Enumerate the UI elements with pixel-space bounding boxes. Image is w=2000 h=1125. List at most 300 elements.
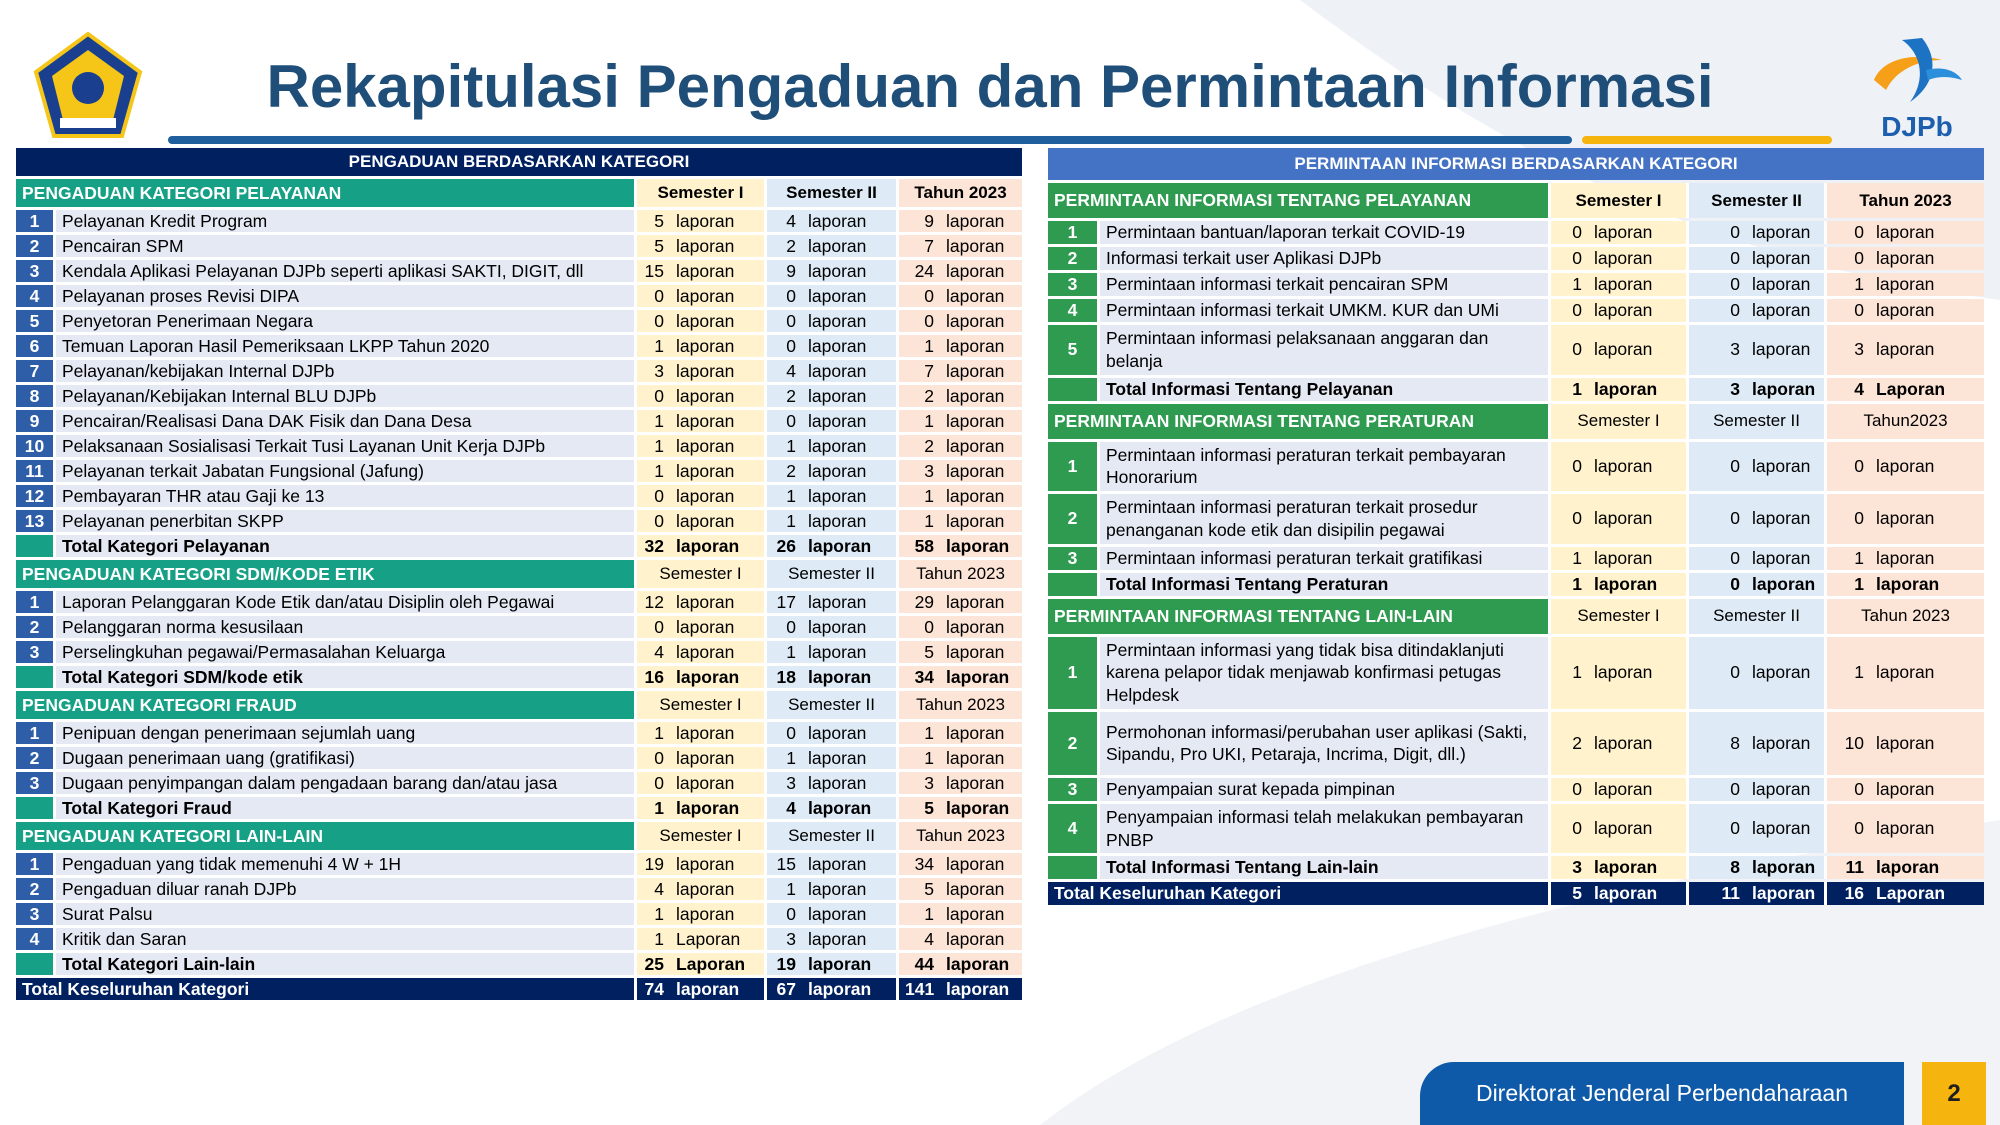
- unit-y: laporan: [940, 666, 1022, 688]
- count-s2: 1: [764, 435, 802, 457]
- table-row: [16, 747, 1022, 769]
- count-s1: 0: [634, 310, 670, 332]
- unit-s2: laporan: [1746, 494, 1824, 544]
- row-label: Pelayanan/Kebijakan Internal BLU DJPb: [56, 385, 634, 407]
- row-number: 3: [1048, 778, 1100, 801]
- count-y: 3: [896, 772, 940, 794]
- unit-s2: laporan: [802, 210, 896, 232]
- unit-s2: laporan: [802, 722, 896, 744]
- unit-s2: laporan: [1746, 856, 1824, 879]
- category-title: PERMINTAAN INFORMASI TENTANG PELAYANAN: [1048, 183, 1548, 218]
- table-row: [16, 460, 1022, 482]
- unit-s2: laporan: [1746, 378, 1824, 401]
- count-s1: 1: [634, 722, 670, 744]
- unit-y: laporan: [940, 797, 1022, 819]
- row-label: Informasi terkait user Aplikasi DJPb: [1100, 247, 1548, 270]
- unit-s2: laporan: [802, 260, 896, 282]
- unit-s1: laporan: [1588, 712, 1686, 775]
- count-s2: 0: [764, 616, 802, 638]
- unit-s1: laporan: [670, 485, 764, 507]
- title-underline-blue: [168, 136, 1572, 144]
- permintaan-informasi-header: PERMINTAAN INFORMASI BERDASARKAN KATEGORI: [1048, 148, 1984, 180]
- table-row: [16, 510, 1022, 532]
- unit-s2: laporan: [802, 360, 896, 382]
- count-y: 5: [896, 878, 940, 900]
- unit-s1: laporan: [670, 310, 764, 332]
- unit-s1: laporan: [670, 722, 764, 744]
- row-number: 1: [1048, 637, 1100, 709]
- unit-s2: laporan: [802, 335, 896, 357]
- total-row: [1048, 378, 1984, 401]
- count-s2: 1: [764, 747, 802, 769]
- table-row: [16, 772, 1022, 794]
- count-s2: 9: [764, 260, 802, 282]
- category-header-row: [16, 560, 1022, 588]
- table-row: [1048, 494, 1984, 544]
- unit-s1: laporan: [1588, 442, 1686, 492]
- count-s2: 1: [764, 878, 802, 900]
- count-s1: 32: [634, 535, 670, 557]
- unit-y: laporan: [1870, 299, 1984, 322]
- unit-y: laporan: [940, 978, 1022, 1000]
- count-s2: 0: [1686, 221, 1746, 244]
- table-row: [1048, 778, 1984, 801]
- count-s2: 0: [1686, 778, 1746, 801]
- table-row: [16, 310, 1022, 332]
- unit-s1: laporan: [1588, 573, 1686, 596]
- unit-s1: laporan: [1588, 273, 1686, 296]
- count-s2: 0: [764, 335, 802, 357]
- total-number-cell: [16, 666, 56, 688]
- unit-s2: laporan: [802, 953, 896, 975]
- row-number: 13: [16, 510, 56, 532]
- column-header: Semester I: [634, 822, 764, 850]
- count-y: 1: [896, 510, 940, 532]
- unit-y: laporan: [940, 510, 1022, 532]
- unit-y: laporan: [940, 285, 1022, 307]
- total-label: Total Kategori Lain-lain: [56, 953, 634, 975]
- row-number: 4: [1048, 804, 1100, 854]
- row-number: 5: [16, 310, 56, 332]
- count-s2: 1: [764, 510, 802, 532]
- count-s2: 0: [764, 310, 802, 332]
- unit-s2: laporan: [802, 616, 896, 638]
- column-header: Semester I: [634, 560, 764, 588]
- unit-s1: laporan: [670, 797, 764, 819]
- unit-s2: laporan: [802, 435, 896, 457]
- table-row: [1048, 325, 1984, 375]
- row-label: Perselingkuhan pegawai/Permasalahan Keluarga: [56, 641, 634, 663]
- unit-s2: laporan: [1746, 325, 1824, 375]
- count-s1: 1: [1548, 378, 1588, 401]
- unit-s2: laporan: [802, 666, 896, 688]
- category-title: PENGADUAN KATEGORI LAIN-LAIN: [16, 822, 634, 850]
- unit-y: laporan: [940, 853, 1022, 875]
- table-row: [16, 435, 1022, 457]
- count-y: 1: [1824, 637, 1870, 709]
- count-s2: 8: [1686, 856, 1746, 879]
- unit-s1: laporan: [1588, 325, 1686, 375]
- count-s2: 0: [1686, 573, 1746, 596]
- column-header: Semester I: [1548, 183, 1686, 218]
- unit-y: laporan: [940, 953, 1022, 975]
- row-number: 3: [1048, 273, 1100, 296]
- row-number: 6: [16, 335, 56, 357]
- count-y: 0: [1824, 299, 1870, 322]
- total-label: Total Informasi Tentang Pelayanan: [1100, 378, 1548, 401]
- row-number: 11: [16, 460, 56, 482]
- unit-s1: laporan: [670, 410, 764, 432]
- table-row: [16, 485, 1022, 507]
- count-s2: 26: [764, 535, 802, 557]
- total-label: Total Kategori SDM/kode etik: [56, 666, 634, 688]
- row-label: Permintaan informasi peraturan terkait pembayaran Honorarium: [1100, 442, 1548, 492]
- count-y: 2: [896, 385, 940, 407]
- row-number: 2: [1048, 247, 1100, 270]
- row-number: 1: [16, 853, 56, 875]
- column-header: Semester II: [764, 691, 896, 719]
- unit-y: laporan: [1870, 712, 1984, 775]
- total-row: [16, 953, 1022, 975]
- unit-s1: laporan: [1588, 494, 1686, 544]
- table-row: [1048, 712, 1984, 775]
- count-s2: 4: [764, 210, 802, 232]
- count-s2: 17: [764, 591, 802, 613]
- row-label: Permintaan informasi terkait pencairan SPM: [1100, 273, 1548, 296]
- table-row: [16, 591, 1022, 613]
- page-number: 2: [1922, 1062, 1986, 1125]
- column-header: Tahun2023: [1824, 404, 1984, 439]
- unit-s2: laporan: [802, 978, 896, 1000]
- count-s1: 0: [1548, 442, 1588, 492]
- unit-y: laporan: [1870, 273, 1984, 296]
- unit-s1: laporan: [670, 385, 764, 407]
- total-label: Total Kategori Fraud: [56, 797, 634, 819]
- row-label: Temuan Laporan Hasil Pemeriksaan LKPP Tahun 2020: [56, 335, 634, 357]
- table-row: [16, 928, 1022, 950]
- column-header: Tahun 2023: [1824, 599, 1984, 634]
- count-y: 1: [896, 485, 940, 507]
- count-s1: 1: [1548, 547, 1588, 570]
- unit-s1: laporan: [1588, 221, 1686, 244]
- row-number: 2: [16, 747, 56, 769]
- row-label: Pelayanan terkait Jabatan Fungsional (Jafung): [56, 460, 634, 482]
- unit-s2: laporan: [1746, 712, 1824, 775]
- row-label: Pelayanan proses Revisi DIPA: [56, 285, 634, 307]
- count-s1: 0: [1548, 221, 1588, 244]
- count-s2: 2: [764, 235, 802, 257]
- row-label: Pengaduan diluar ranah DJPb: [56, 878, 634, 900]
- djpb-logo: [1862, 30, 1972, 142]
- unit-s2: laporan: [802, 510, 896, 532]
- category-header-row: [16, 179, 1022, 207]
- unit-s1: laporan: [1588, 804, 1686, 854]
- unit-y: laporan: [1870, 494, 1984, 544]
- count-s1: 0: [634, 616, 670, 638]
- unit-s1: laporan: [670, 853, 764, 875]
- unit-y: laporan: [940, 210, 1022, 232]
- count-s1: 1: [634, 928, 670, 950]
- unit-s1: laporan: [1588, 299, 1686, 322]
- row-number: 2: [16, 878, 56, 900]
- unit-s2: laporan: [1746, 637, 1824, 709]
- row-label: Laporan Pelanggaran Kode Etik dan/atau Disiplin oleh Pegawai: [56, 591, 634, 613]
- category-title: PERMINTAAN INFORMASI TENTANG LAIN-LAIN: [1048, 599, 1548, 634]
- total-label: Total Informasi Tentang Lain-lain: [1100, 856, 1548, 879]
- count-y: 10: [1824, 712, 1870, 775]
- category-header-row: [16, 691, 1022, 719]
- column-header: Tahun 2023: [896, 179, 1022, 207]
- count-y: 0: [896, 285, 940, 307]
- count-s1: 0: [1548, 325, 1588, 375]
- count-y: 0: [1824, 442, 1870, 492]
- row-number: 7: [16, 360, 56, 382]
- unit-s2: laporan: [802, 485, 896, 507]
- unit-y: Laporan: [1870, 882, 1984, 905]
- unit-s2: laporan: [802, 310, 896, 332]
- count-y: 34: [896, 666, 940, 688]
- pengaduan-header: PENGADUAN BERDASARKAN KATEGORI: [16, 148, 1022, 176]
- count-s2: 15: [764, 853, 802, 875]
- category-title: PENGADUAN KATEGORI FRAUD: [16, 691, 634, 719]
- row-number: 1: [16, 591, 56, 613]
- row-label: Permintaan informasi peraturan terkait gratifikasi: [1100, 547, 1548, 570]
- column-header: Tahun 2023: [896, 822, 1022, 850]
- count-s1: 0: [634, 285, 670, 307]
- unit-s2: laporan: [802, 385, 896, 407]
- count-y: 0: [896, 616, 940, 638]
- count-s1: 1: [1548, 573, 1588, 596]
- unit-s1: laporan: [670, 903, 764, 925]
- column-header: Semester I: [634, 179, 764, 207]
- total-number-cell: [1048, 856, 1100, 879]
- unit-s2: laporan: [802, 285, 896, 307]
- row-label: Permintaan informasi yang tidak bisa ditindaklanjuti karena pelapor tidak menjawab konfirmasi petugas Helpdesk: [1100, 637, 1548, 709]
- table-row: [1048, 804, 1984, 854]
- row-number: 10: [16, 435, 56, 457]
- total-number-cell: [16, 535, 56, 557]
- unit-y: laporan: [940, 410, 1022, 432]
- count-y: 5: [896, 641, 940, 663]
- count-y: 29: [896, 591, 940, 613]
- column-header: Semester II: [764, 560, 896, 588]
- kemenkeu-logo: [30, 32, 146, 142]
- count-s1: 74: [634, 978, 670, 1000]
- row-number: 4: [16, 285, 56, 307]
- table-row: [1048, 299, 1984, 322]
- unit-s1: laporan: [1588, 637, 1686, 709]
- count-s2: 0: [1686, 247, 1746, 270]
- row-number: 1: [1048, 221, 1100, 244]
- count-y: 4: [896, 928, 940, 950]
- count-y: 5: [896, 797, 940, 819]
- table-row: [1048, 442, 1984, 492]
- count-s1: 1: [634, 460, 670, 482]
- permintaan-informasi-section: [1048, 148, 1984, 908]
- row-number: 12: [16, 485, 56, 507]
- table-row: [1048, 273, 1984, 296]
- count-s1: 5: [1548, 882, 1588, 905]
- count-y: 11: [1824, 856, 1870, 879]
- row-label: Permintaan informasi peraturan terkait prosedur penanganan kode etik dan disipilin pegawai: [1100, 494, 1548, 544]
- row-label: Pembayaran THR atau Gaji ke 13: [56, 485, 634, 507]
- row-number: 1: [16, 722, 56, 744]
- unit-y: laporan: [940, 260, 1022, 282]
- count-y: 0: [1824, 804, 1870, 854]
- unit-y: laporan: [940, 591, 1022, 613]
- unit-y: laporan: [1870, 573, 1984, 596]
- table-row: [16, 853, 1022, 875]
- unit-s2: laporan: [802, 853, 896, 875]
- count-y: 0: [1824, 221, 1870, 244]
- row-label: Pelanggaran norma kesusilaan: [56, 616, 634, 638]
- table-row: [16, 285, 1022, 307]
- grand-total-label: Total Keseluruhan Kategori: [16, 978, 634, 1000]
- column-header: Semester I: [1548, 599, 1686, 634]
- count-s1: 0: [1548, 247, 1588, 270]
- row-number: 4: [1048, 299, 1100, 322]
- unit-s1: laporan: [670, 878, 764, 900]
- count-s1: 5: [634, 210, 670, 232]
- unit-s1: laporan: [1588, 547, 1686, 570]
- unit-s2: laporan: [1746, 882, 1824, 905]
- column-header: Tahun 2023: [1824, 183, 1984, 218]
- unit-y: laporan: [1870, 637, 1984, 709]
- row-label: Surat Palsu: [56, 903, 634, 925]
- count-s2: 2: [764, 460, 802, 482]
- count-s2: 0: [764, 410, 802, 432]
- column-header: Tahun 2023: [896, 691, 1022, 719]
- row-number: 1: [1048, 442, 1100, 492]
- table-row: [16, 903, 1022, 925]
- table-row: [16, 335, 1022, 357]
- count-s1: 16: [634, 666, 670, 688]
- row-label: Penipuan dengan penerimaan sejumlah uang: [56, 722, 634, 744]
- unit-s1: laporan: [670, 641, 764, 663]
- count-s1: 3: [1548, 856, 1588, 879]
- column-header: Semester II: [764, 179, 896, 207]
- column-header: Semester II: [1686, 183, 1824, 218]
- count-y: 3: [896, 460, 940, 482]
- count-s1: 0: [634, 772, 670, 794]
- count-s1: 1: [1548, 273, 1588, 296]
- unit-s1: laporan: [670, 591, 764, 613]
- row-number: 2: [1048, 494, 1100, 544]
- table-row: [1048, 247, 1984, 270]
- category-title: PERMINTAAN INFORMASI TENTANG PERATURAN: [1048, 404, 1548, 439]
- count-y: 1: [1824, 573, 1870, 596]
- count-s2: 4: [764, 360, 802, 382]
- unit-s1: laporan: [670, 772, 764, 794]
- page-title: Rekapitulasi Pengaduan dan Permintaan Informasi: [266, 53, 1714, 120]
- total-number-cell: [16, 797, 56, 819]
- unit-s2: laporan: [1746, 299, 1824, 322]
- row-label: Pelayanan penerbitan SKPP: [56, 510, 634, 532]
- total-row: [16, 797, 1022, 819]
- unit-s1: laporan: [670, 616, 764, 638]
- unit-y: laporan: [1870, 221, 1984, 244]
- count-s2: 0: [764, 903, 802, 925]
- count-s1: 0: [1548, 494, 1588, 544]
- count-y: 1: [1824, 273, 1870, 296]
- unit-y: laporan: [940, 460, 1022, 482]
- count-y: 1: [896, 903, 940, 925]
- unit-y: laporan: [1870, 804, 1984, 854]
- count-s1: 1: [634, 410, 670, 432]
- unit-s2: laporan: [802, 928, 896, 950]
- table-row: [16, 385, 1022, 407]
- count-y: 3: [1824, 325, 1870, 375]
- category-header-row: [1048, 599, 1984, 634]
- unit-s1: laporan: [670, 435, 764, 457]
- unit-s2: laporan: [802, 747, 896, 769]
- count-s2: 19: [764, 953, 802, 975]
- row-label: Pengaduan yang tidak memenuhi 4 W + 1H: [56, 853, 634, 875]
- row-label: Dugaan penyimpangan dalam pengadaan barang dan/atau jasa: [56, 772, 634, 794]
- row-label: Pelayanan/kebijakan Internal DJPb: [56, 360, 634, 382]
- unit-y: laporan: [940, 335, 1022, 357]
- unit-s1: laporan: [670, 666, 764, 688]
- column-header: Semester II: [1686, 404, 1824, 439]
- total-number-cell: [1048, 378, 1100, 401]
- total-row: [16, 666, 1022, 688]
- row-label: Penyetoran Penerimaan Negara: [56, 310, 634, 332]
- count-y: 7: [896, 235, 940, 257]
- category-title: PENGADUAN KATEGORI SDM/KODE ETIK: [16, 560, 634, 588]
- unit-s2: laporan: [1746, 273, 1824, 296]
- unit-y: laporan: [940, 928, 1022, 950]
- count-s1: 0: [1548, 299, 1588, 322]
- unit-y: laporan: [940, 435, 1022, 457]
- count-y: 1: [1824, 547, 1870, 570]
- unit-s2: laporan: [802, 535, 896, 557]
- unit-y: laporan: [940, 616, 1022, 638]
- table-row: [16, 616, 1022, 638]
- unit-s1: laporan: [670, 360, 764, 382]
- category-header-row: [1048, 404, 1984, 439]
- table-row: [16, 235, 1022, 257]
- count-s1: 4: [634, 878, 670, 900]
- unit-s2: laporan: [1746, 547, 1824, 570]
- unit-s2: laporan: [802, 410, 896, 432]
- count-s1: 0: [634, 510, 670, 532]
- unit-s2: laporan: [802, 235, 896, 257]
- title-underline-gold: [1582, 136, 1832, 144]
- grand-total-label: Total Keseluruhan Kategori: [1048, 882, 1548, 905]
- total-label: Total Kategori Pelayanan: [56, 535, 634, 557]
- unit-s1: laporan: [670, 460, 764, 482]
- unit-s1: laporan: [670, 285, 764, 307]
- count-s1: 15: [634, 260, 670, 282]
- unit-s1: laporan: [1588, 778, 1686, 801]
- count-s2: 0: [1686, 299, 1746, 322]
- total-row: [1048, 856, 1984, 879]
- grand-total-row: [1048, 882, 1984, 905]
- unit-s2: laporan: [802, 797, 896, 819]
- count-s2: 0: [764, 285, 802, 307]
- unit-s1: laporan: [670, 978, 764, 1000]
- pengaduan-table: [16, 176, 1022, 1003]
- unit-y: laporan: [940, 878, 1022, 900]
- total-row: [16, 535, 1022, 557]
- count-y: 0: [1824, 494, 1870, 544]
- row-label: Permintaan bantuan/laporan terkait COVID-19: [1100, 221, 1548, 244]
- count-s1: 0: [634, 747, 670, 769]
- count-s1: 0: [1548, 804, 1588, 854]
- count-s2: 0: [764, 722, 802, 744]
- count-y: 7: [896, 360, 940, 382]
- table-row: [16, 641, 1022, 663]
